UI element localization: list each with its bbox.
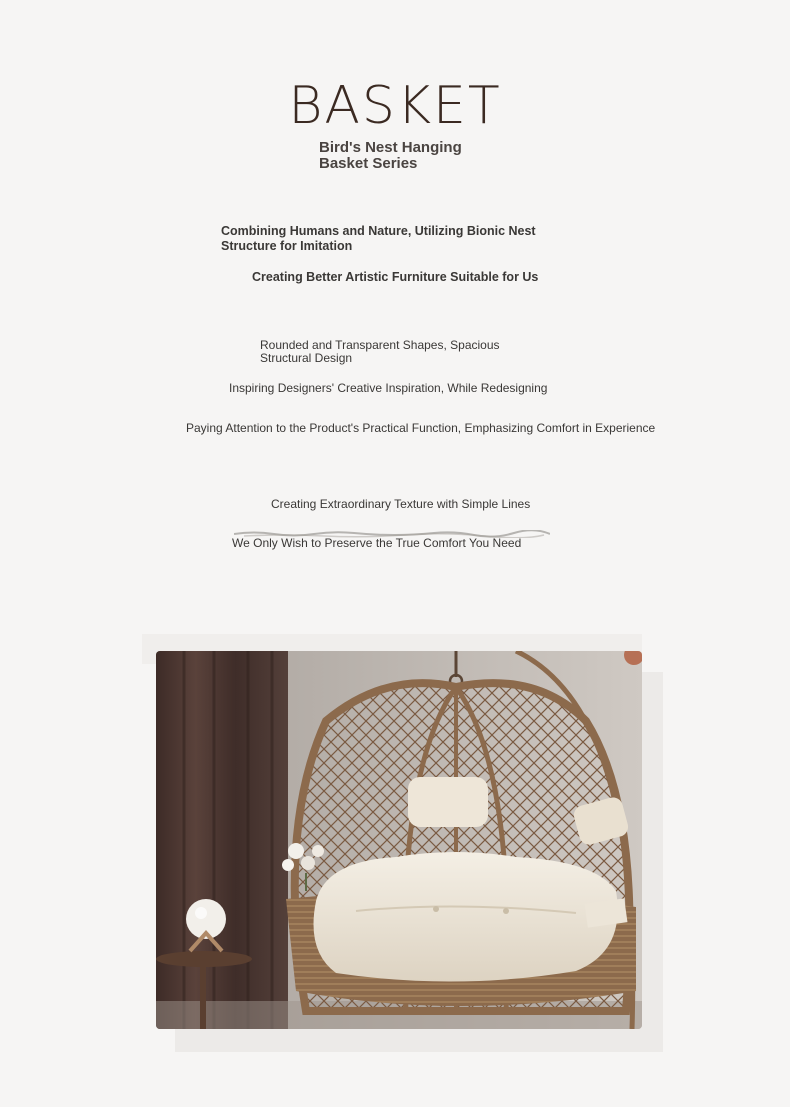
tagline-5: Paying Attention to the Product's Practical Function, Emphasizing Comfort in Experience: [186, 421, 656, 435]
tagline-4: Inspiring Designers' Creative Inspiration, While Redesigning: [229, 381, 548, 395]
tagline-7: We Only Wish to Preserve the True Comfort You Need: [232, 536, 522, 550]
page-title: BASKET: [288, 76, 502, 136]
tagline-6: Creating Extraordinary Texture with Simple Lines: [271, 497, 531, 511]
basket-chair-illustration: [156, 651, 642, 1029]
tagline-3: Rounded and Transparent Shapes, Spacious Structural Design: [260, 338, 500, 365]
page-subtitle: Bird's Nest Hanging Basket Series: [319, 139, 462, 172]
tagline-1: Combining Humans and Nature, Utilizing Bionic Nest Structure for Imitation: [221, 224, 536, 253]
tagline-2: Creating Better Artistic Furniture Suitable for Us: [252, 270, 539, 284]
hanging-basket-chair-photo: [156, 651, 642, 1029]
